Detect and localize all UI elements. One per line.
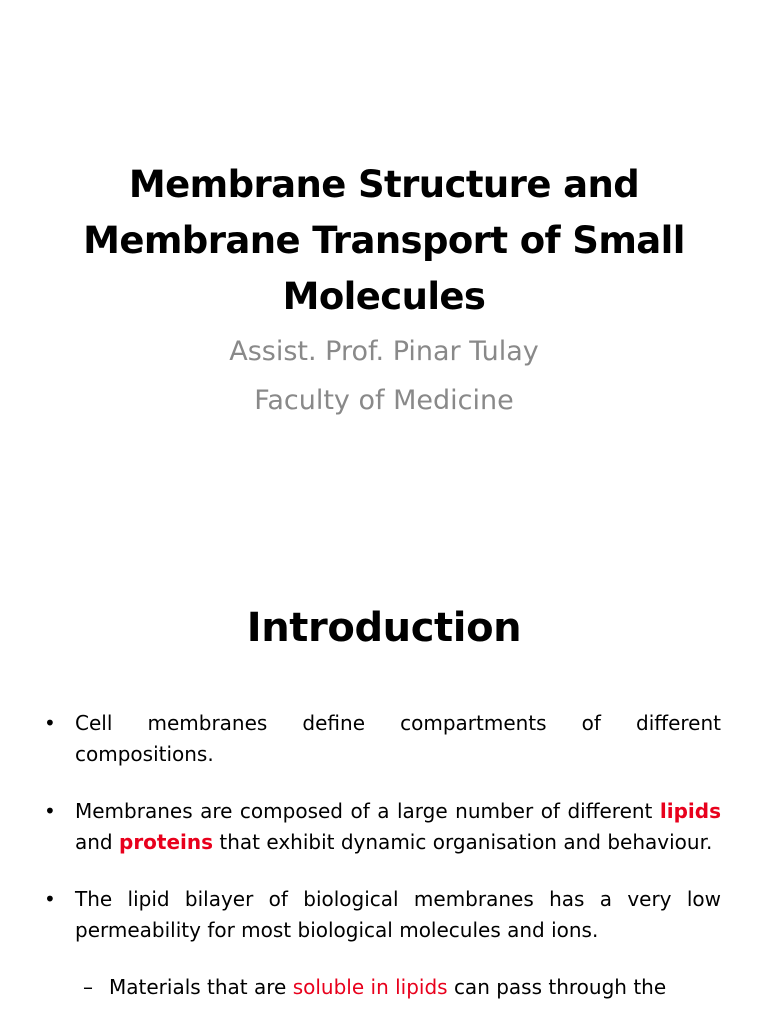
highlight-lipids: lipids — [659, 799, 721, 823]
dash-icon: – — [83, 975, 93, 999]
sub-bullet-item — [0, 972, 721, 1003]
bullet-list — [0, 708, 768, 1023]
author-name: Assist. Prof. Pinar Tulay — [229, 336, 539, 367]
bullet-text: Membranes are composed of a large number of different — [75, 799, 653, 823]
bullet-text: that exhibit dynamic organisation and behaviour. — [219, 830, 713, 854]
bullet-icon: • — [44, 799, 56, 823]
highlight-soluble-in-lipids: soluble in lipids — [292, 975, 448, 999]
presentation-title: Membrane Structure and Membrane Transport of Small Molecules — [83, 163, 685, 318]
bullet-icon: • — [44, 887, 56, 911]
bullet-text: and — [75, 830, 113, 854]
bullet-item — [0, 796, 721, 858]
introduction-slide — [0, 576, 768, 1024]
bullet-item — [0, 708, 721, 770]
faculty-name: Faculty of Medicine — [254, 385, 514, 416]
bullet-item — [0, 884, 721, 946]
bullet-text: Cell membranes define compartments of different compositions. — [75, 711, 721, 766]
sub-bullet-text: can pass through the — [453, 975, 667, 999]
sub-bullet-text: Materials that are — [109, 975, 287, 999]
bullet-text: The lipid bilayer of biological membranes has a very low permeability for most biological molecules and ions. — [75, 887, 721, 942]
bullet-icon: • — [44, 711, 56, 735]
slide-title: Introduction — [246, 605, 522, 651]
highlight-proteins: proteins — [119, 830, 214, 854]
